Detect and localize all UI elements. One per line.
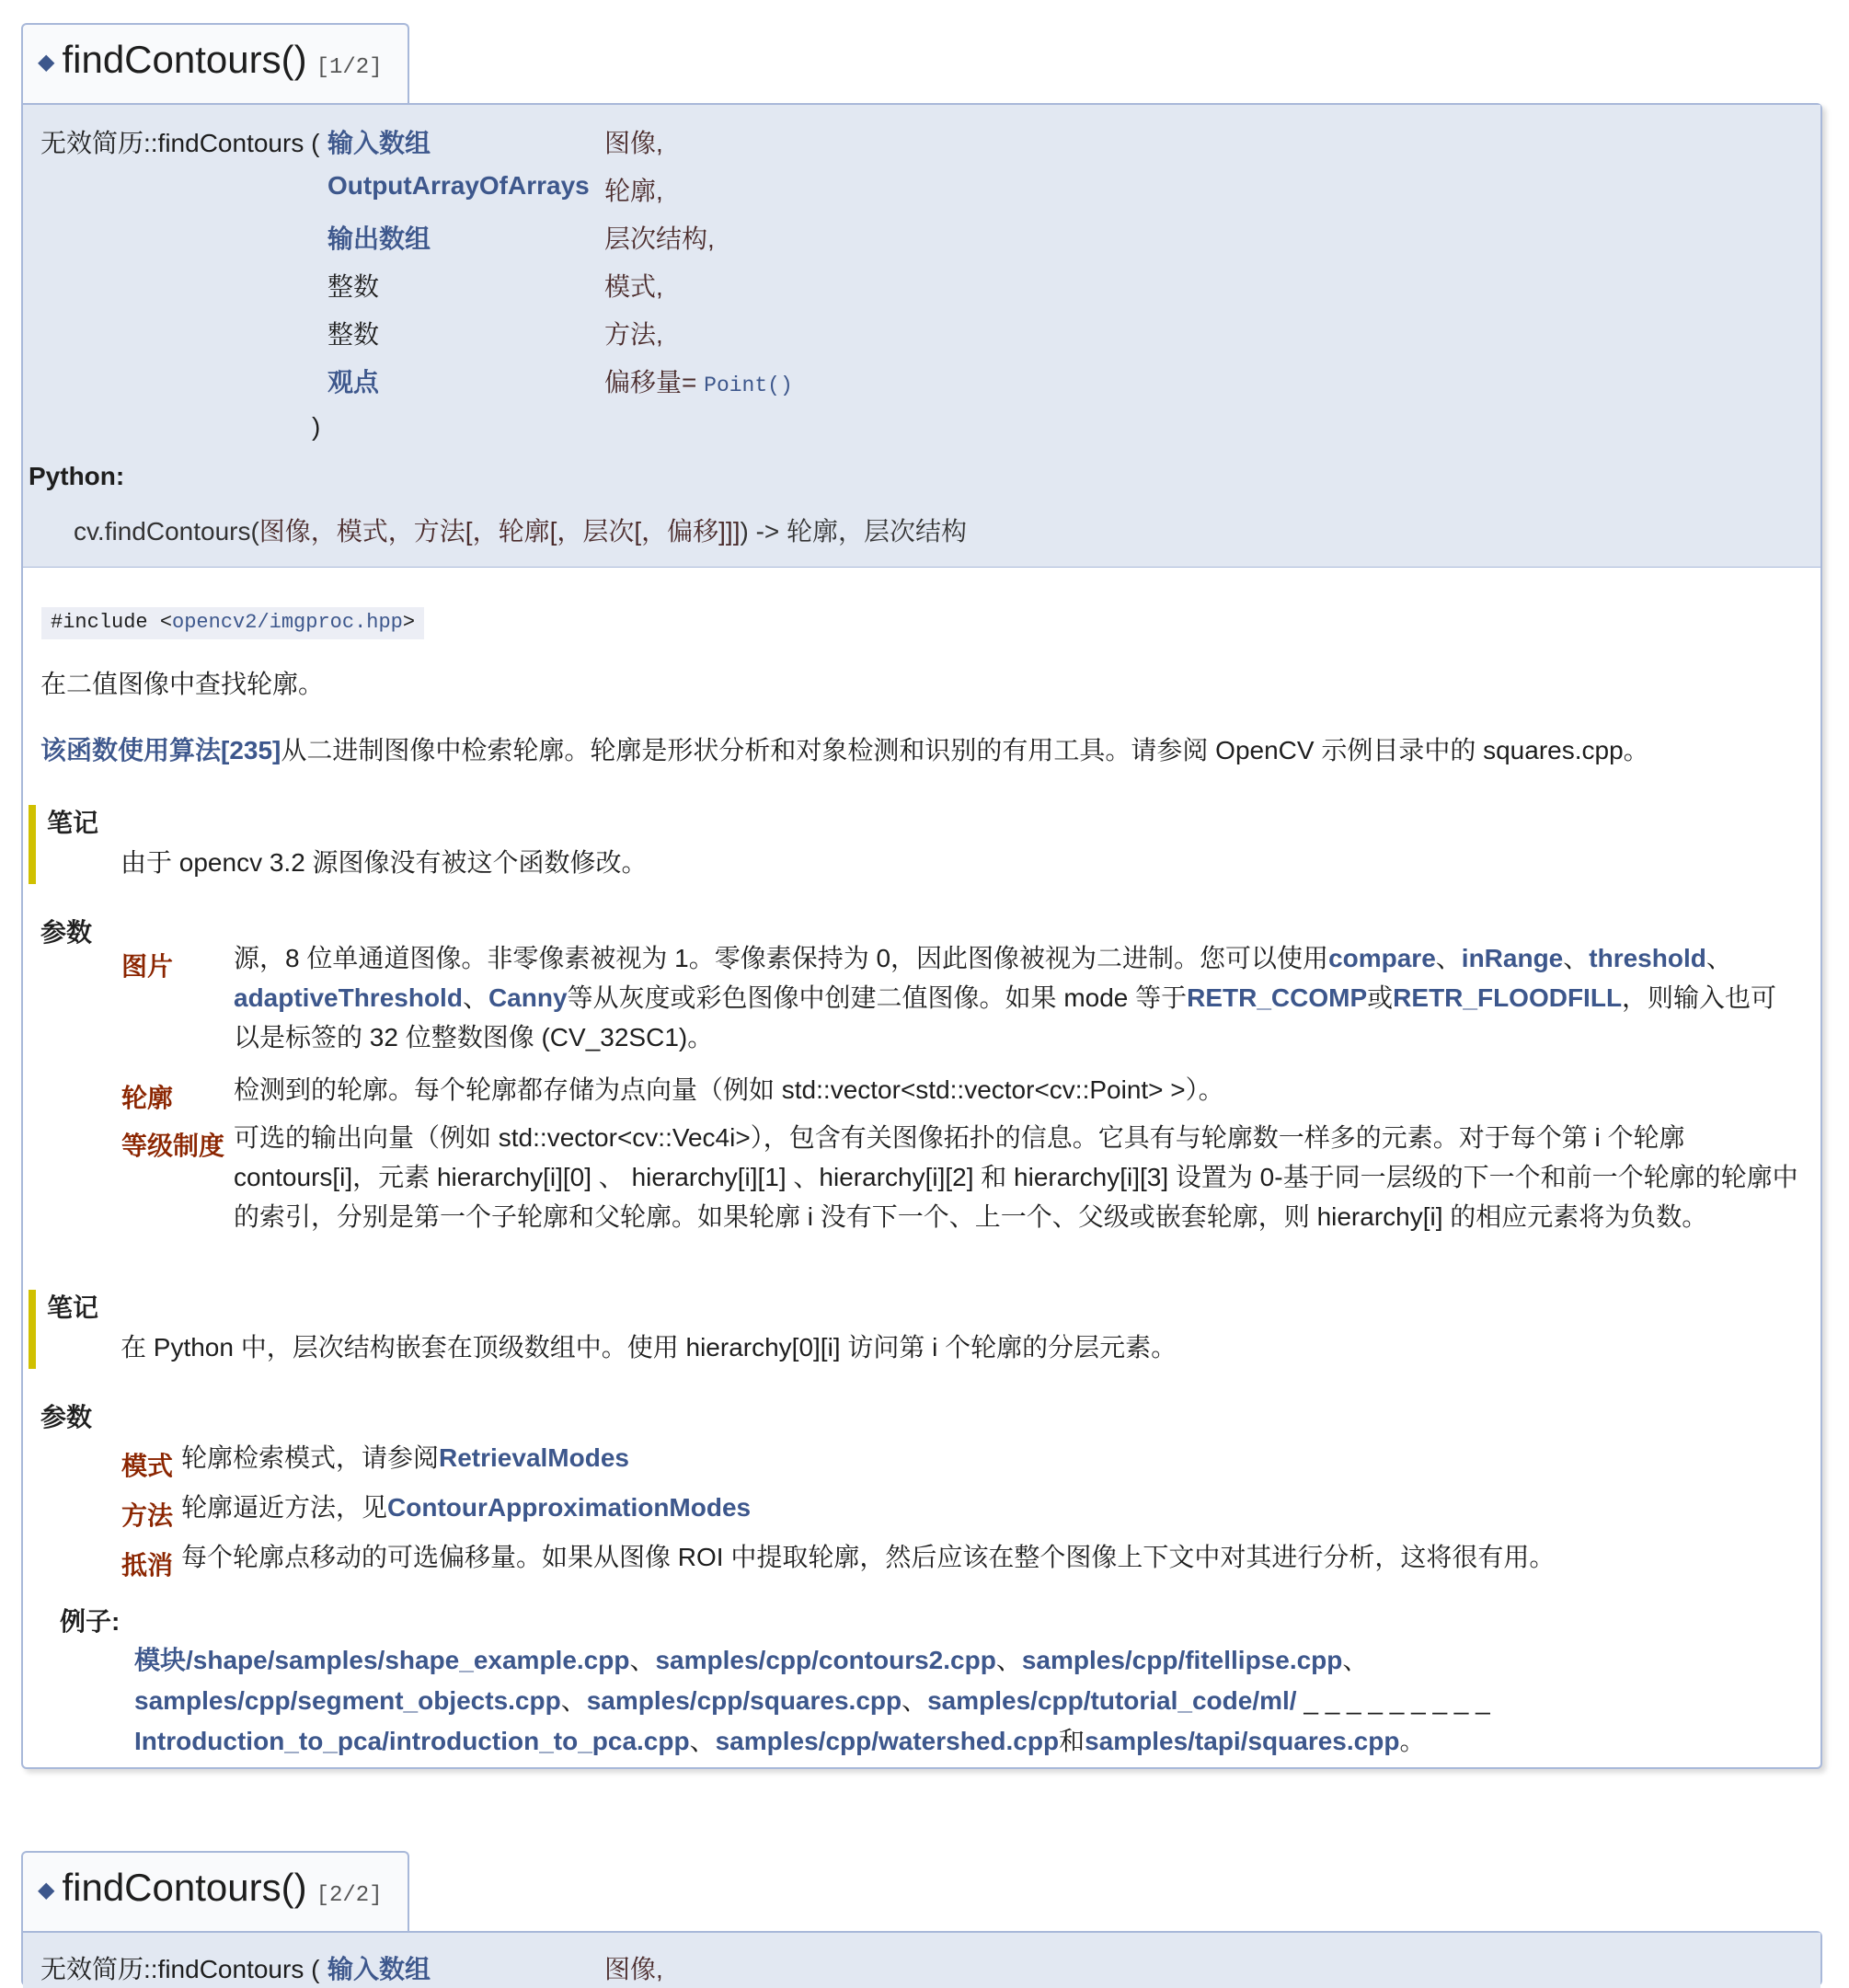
image-text-1: 源，8 位单通道图像。非零像素被视为 1。零像素保持为 0，因此图像被视为二进制。您可以使用 [234, 944, 1329, 972]
note-2-title: 笔记 [47, 1293, 99, 1322]
param-mode-name: 模式 [121, 1452, 174, 1480]
param-name-2: 层次结构, [604, 224, 715, 253]
retr-ccomp-link[interactable]: RETR_CCOMP [1187, 983, 1368, 1012]
param-type-2-0[interactable]: 输入数组 [327, 1955, 431, 1983]
diamond-bullet-icon: ◆ [38, 50, 55, 75]
image-text-3: ，则输入也可 [1622, 983, 1777, 1012]
detailed-description [40, 731, 1649, 770]
detailed-text: 从二进制图像中检索轮廓。轮廓是形状分析和对象检测和识别的有用工具。请参阅 OpenCV 示例目录中的 squares.cpp。 [281, 736, 1649, 764]
example-fitellipse-link[interactable]: samples/cpp/fitellipse.cpp [1021, 1646, 1343, 1674]
overload-indicator-2: [2/2] [316, 1883, 383, 1908]
doc-body [23, 568, 1820, 1770]
diamond-bullet-icon-2: ◆ [38, 1878, 55, 1903]
note-2-body: 在 Python 中，层次结构嵌套在顶级数组中。使用 hierarchy[0][i] 访问第 i 个轮廓的分层元素。 [121, 1333, 1177, 1362]
param-hierarchy-name: 等级制度 [121, 1132, 225, 1160]
param-image-line-3: 以是标签的 32 位整数图像 (CV_32SC1)。 [234, 1023, 714, 1051]
python-suffix: ) -> 轮廓，层次结构 [740, 517, 968, 546]
param-name-2-0: 图像, [604, 1955, 663, 1983]
algorithm-reference-link[interactable]: 该函数使用算法[235] [40, 736, 281, 764]
params-2-title: 参数 [40, 1403, 93, 1431]
example-sep-5: 、 [902, 1686, 928, 1715]
memitem-2 [21, 1931, 1822, 1986]
param-type-2[interactable]: 输出数组 [327, 224, 431, 253]
canny-link[interactable]: Canny [488, 983, 568, 1012]
prototype-prefix: 无效简历::findContours ( [40, 129, 320, 157]
param-name-1: 轮廓, [604, 177, 663, 205]
example-shape-link[interactable]: 模块/shape/samples/shape_example.cpp [134, 1646, 630, 1674]
inrange-link[interactable]: inRange [1461, 944, 1564, 972]
param-type-5[interactable]: 观点 [327, 368, 380, 396]
param-hierarchy-line-1: 可选的输出向量（例如 std::vector<cv::Vec4i>），包含有关图像拓扑的信息。它具有与轮廓数一样多的元素。对于每个第 i 个轮廓 [234, 1123, 1685, 1152]
prototype-block-2 [23, 1933, 1820, 1988]
example-period: 。 [1399, 1727, 1426, 1755]
sep-3: 、 [1705, 944, 1732, 972]
note-1-title: 笔记 [47, 809, 99, 837]
function-title: findContours() [62, 38, 307, 81]
include-prefix: #include < [51, 611, 173, 634]
params-1-title: 参数 [40, 918, 93, 947]
example-sep-3: 、 [1342, 1646, 1369, 1674]
memitem-1 [21, 103, 1822, 1769]
example-segment-objects-link[interactable]: samples/cpp/segment_objects.cpp [134, 1686, 561, 1715]
example-tutorial-ml-link[interactable]: samples/cpp/tutorial_code/ml/ [927, 1686, 1297, 1715]
param-offset-desc: 每个轮廓点移动的可选偏移量。如果从图像 ROI 中提取轮廓，然后应该在整个图像上下文中对其进行分析，这将很有用。 [181, 1543, 1556, 1571]
param-contours-desc: 检测到的轮廓。每个轮廓都存储为点向量（例如 std::vector<std::vector<cv::Point> >）。 [234, 1075, 1224, 1104]
retrieval-modes-link[interactable]: RetrievalModes [439, 1443, 629, 1472]
python-args: 图像，模式，方法[，轮廓[，层次[，偏移]]] [258, 517, 741, 546]
sep-1: 、 [1435, 944, 1462, 972]
or-text: 或 [1367, 983, 1394, 1012]
param-type-4: 整数 [327, 320, 380, 349]
mode-text: 轮廓检索模式，请参阅 [181, 1443, 440, 1472]
param-image-line-1 [234, 938, 1732, 979]
param-name-5 [604, 362, 793, 399]
note-2 [29, 1290, 1776, 1369]
param-mode-desc [181, 1438, 629, 1478]
example-and: 和 [1059, 1727, 1085, 1755]
python-label: Python: [29, 462, 125, 490]
param-image-name: 图片 [121, 952, 174, 981]
function-title-2: findContours() [62, 1866, 307, 1909]
include-line [41, 607, 424, 639]
prototype-block [23, 105, 1820, 568]
examples-line-3 [134, 1722, 1425, 1761]
param-offset-name: 抵消 [121, 1551, 174, 1580]
note-1-body: 由于 opencv 3.2 源图像没有被这个函数修改。 [121, 848, 648, 877]
example-squares-link[interactable]: samples/cpp/squares.cpp [586, 1686, 902, 1715]
param-name-4: 方法, [604, 320, 663, 349]
overload-indicator: [1/2] [316, 55, 383, 80]
brief-description: 在二值图像中查找轮廓。 [40, 670, 325, 698]
example-watershed-link[interactable]: samples/cpp/watershed.cpp [715, 1727, 1060, 1755]
retr-floodfill-link[interactable]: RETR_FLOODFILL [1393, 983, 1623, 1012]
param-name-0: 图像, [604, 129, 663, 157]
compare-link[interactable]: compare [1328, 944, 1436, 972]
example-tapi-squares-link[interactable]: samples/tapi/squares.cpp [1085, 1727, 1400, 1755]
param-type-0[interactable]: 输入数组 [327, 129, 431, 157]
param-hierarchy-line-2: contours[i]，元素 hierarchy[i][0] 、 hierarchy[i][1] 、hierarchy[i][2] 和 hierarchy[i][3] 设置为 0-基于同一层级的下一个和前一个轮廓的轮廓中 [234, 1163, 1798, 1191]
param-image-line-2 [234, 978, 1776, 1018]
param-type-1[interactable]: OutputArrayOfArrays [327, 171, 590, 200]
examples-title: 例子: [60, 1607, 121, 1636]
examples-line-2 [134, 1682, 1490, 1720]
param-default-5: Point() [704, 373, 793, 397]
example-sep-1: 、 [629, 1646, 656, 1674]
example-underscores: _ _ _ _ _ _ _ _ _ [1296, 1686, 1490, 1715]
image-text-2: 等从灰度或彩色图像中创建二值图像。如果 mode 等于 [567, 983, 1188, 1012]
param-hierarchy-line-3: 的索引，分别是第一个子轮廓和父轮廓。如果轮廓 i 没有下一个、上一个、父级或嵌套轮廓，则 hierarchy[i] 的相应元素将为负数。 [234, 1202, 1708, 1231]
example-contours2-link[interactable]: samples/cpp/contours2.cpp [655, 1646, 996, 1674]
example-sep-6: 、 [689, 1727, 716, 1755]
adaptive-threshold-link[interactable]: adaptiveThreshold [234, 983, 463, 1012]
include-suffix: > [402, 611, 416, 634]
contour-approximation-modes-link[interactable]: ContourApproximationModes [387, 1493, 752, 1522]
python-prefix: cv.findContours( [74, 517, 259, 546]
example-sep-2: 、 [995, 1646, 1022, 1674]
param-contours-name: 轮廓 [121, 1084, 174, 1112]
example-sep-4: 、 [560, 1686, 587, 1715]
param-method-desc [181, 1488, 751, 1528]
param-name-5-text: 偏移量= [604, 368, 697, 396]
prototype-close: ) [312, 412, 321, 441]
example-pca-link[interactable]: Introduction_to_pca/introduction_to_pca.cpp [134, 1727, 690, 1755]
python-signature [74, 511, 967, 548]
sep-4: 、 [462, 983, 488, 1012]
include-path-link[interactable]: opencv2/imgproc.hpp [172, 611, 403, 634]
sep-2: 、 [1563, 944, 1590, 972]
note-1 [29, 805, 1776, 884]
param-name-3: 模式, [604, 272, 663, 301]
method-text: 轮廓逼近方法，见 [181, 1493, 388, 1522]
param-method-name: 方法 [121, 1501, 174, 1530]
prototype-prefix-2: 无效简历::findContours ( [40, 1955, 320, 1983]
threshold-link[interactable]: threshold [1589, 944, 1706, 972]
param-type-3: 整数 [327, 272, 380, 301]
examples-line-1 [134, 1641, 1368, 1680]
